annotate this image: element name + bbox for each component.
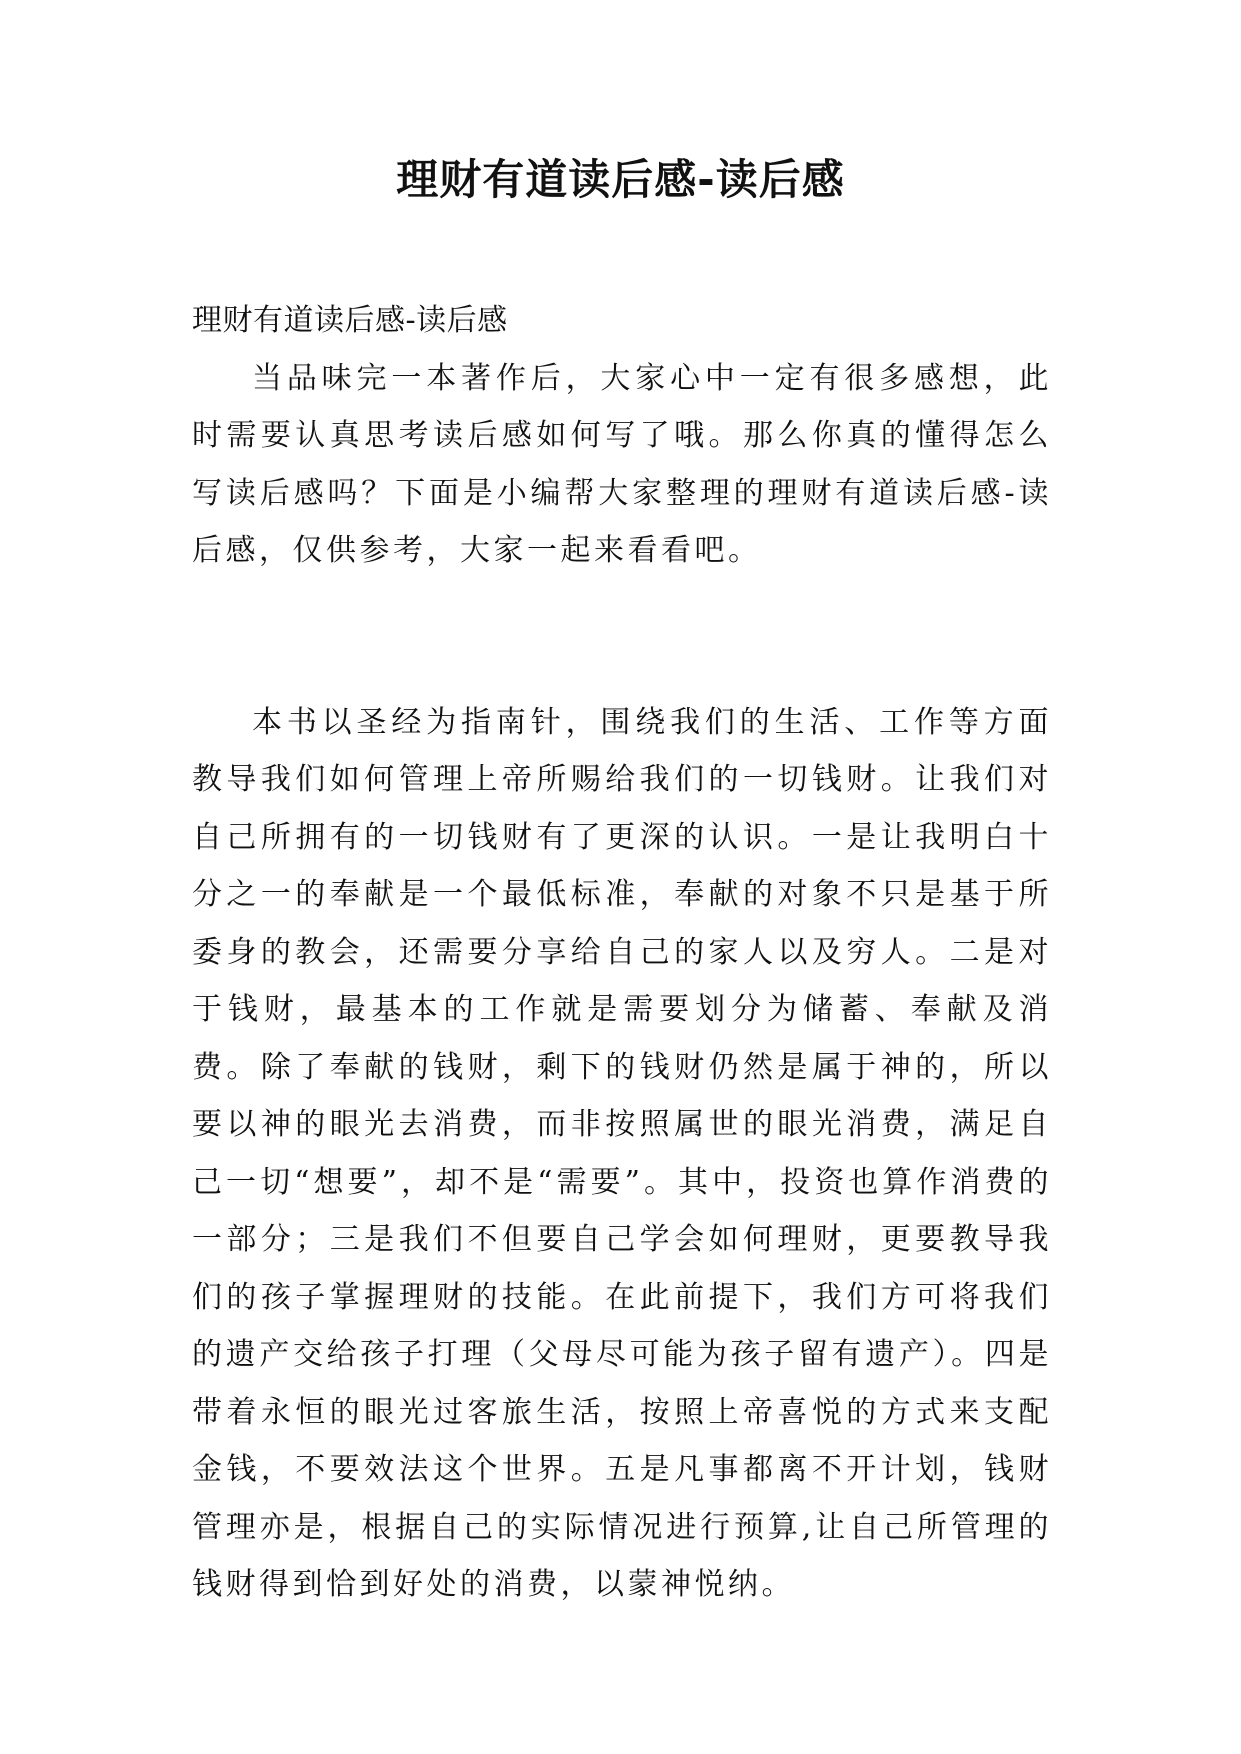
paragraph-spacer <box>192 580 1052 694</box>
body-paragraph: 本书以圣经为指南针，围绕我们的生活、工作等方面教导我们如何管理上帝所赐给我们的一切钱财。让我们对自己所拥有的一切钱财有了更深的认识。一是让我明白十分之一的奉献是一个最低标准，奉献的对象不只是基于所委身的教会，还需要分享给自己的家人以及穷人。二是对于钱财，最基本的工作就是需要划分为储蓄、奉献及消费。除了奉献的钱财，剩下的钱财仍然是属于神的，所以要以神的眼光去消费，而非按照属世的眼光消费，满足自己一切“想要”，却不是“需要”。其中，投资也算作消费的一部分；三是我们不但要自己学会如何理财，更要教导我们的孩子掌握理财的技能。在此前提下，我们方可将我们的遗产交给孩子打理（父母尽可能为孩子留有遗产）。四是带着永恒的眼光过客旅生活，按照上帝喜悦的方式来支配金钱，不要效法这个世界。五是凡事都离不开计划，钱财管理亦是，根据自己的实际情况进行预算,让自己所管理的钱财得到恰到好处的消费，以蒙神悦纳。 <box>192 704 1052 1602</box>
document-body <box>192 292 1052 1614</box>
intro-paragraph: 当品味完一本著作后，大家心中一定有很多感想，此时需要认真思考读后感如何写了哦。那么你真的懂得怎么写读后感吗？下面是小编帮大家整理的理财有道读后感-读后感，仅供参考，大家一起来看看吧。 <box>192 360 1052 568</box>
document-subtitle: 理财有道读后感-读后感 <box>192 303 508 338</box>
document-title: 理财有道读后感-读后感 <box>396 155 845 204</box>
